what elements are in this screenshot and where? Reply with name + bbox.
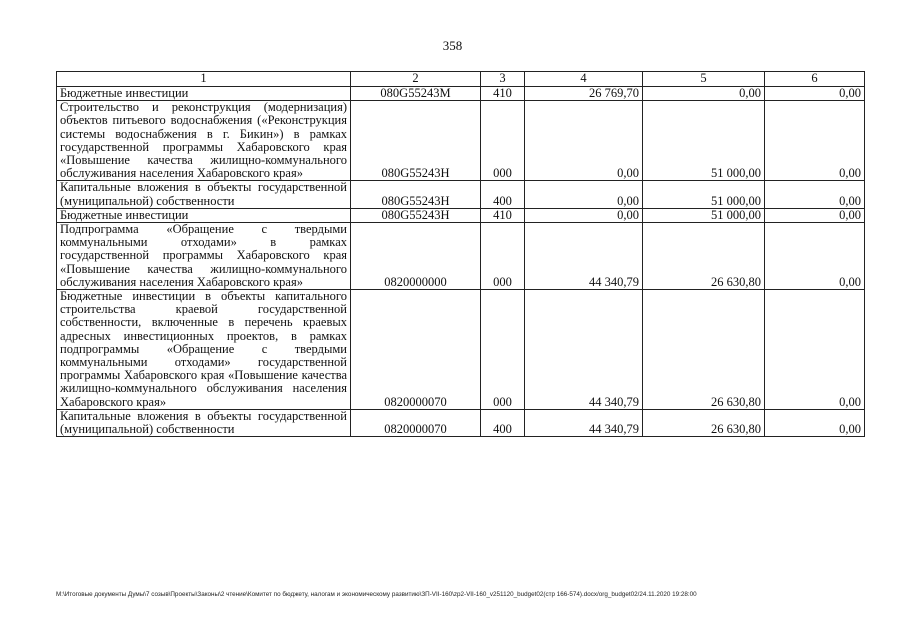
item-name: Капитальные вложения в объекты государственной (муниципальной) собственности <box>57 409 351 436</box>
column-header: 6 <box>765 72 865 87</box>
table-row <box>57 181 865 208</box>
item-name: Подпрограмма «Обращение с твердыми коммунальными отходами» в рамках государственной программы Хабаровского края «Повышение качества жилищно-коммунального обслуживания населения Хабаровского края» <box>57 223 351 290</box>
amount-col6: 0,00 <box>765 208 865 222</box>
amount-col6: 0,00 <box>765 181 865 208</box>
amount-col5: 0,00 <box>643 87 765 101</box>
expense-type: 000 <box>481 223 525 290</box>
column-header: 5 <box>643 72 765 87</box>
amount-col6: 0,00 <box>765 101 865 181</box>
expense-type: 400 <box>481 181 525 208</box>
amount-col5: 26 630,80 <box>643 290 765 410</box>
item-name: Бюджетные инвестиции <box>57 208 351 222</box>
amount-col4: 44 340,79 <box>525 409 643 436</box>
amount-col6: 0,00 <box>765 223 865 290</box>
target-code: 0820000070 <box>351 409 481 436</box>
item-name: Бюджетные инвестиции в объекты капитального строительства краевой государственной собственности, включенные в перечень краевых адресных инвестиционных проектов, в рамках подпрограммы «Обращение с твердыми коммунальными отходами» государственной программы Хабаровского края «Повышение качества жилищно-коммунального обслуживания населения Хабаровского края» <box>57 290 351 410</box>
table-row <box>57 87 865 101</box>
table-row <box>57 290 865 410</box>
expense-type: 410 <box>481 87 525 101</box>
table-row <box>57 101 865 181</box>
expense-type: 410 <box>481 208 525 222</box>
expense-type: 400 <box>481 409 525 436</box>
expense-type: 000 <box>481 290 525 410</box>
target-code: 080G55243H <box>351 101 481 181</box>
amount-col4: 0,00 <box>525 181 643 208</box>
amount-col4: 26 769,70 <box>525 87 643 101</box>
column-header: 1 <box>57 72 351 87</box>
expense-type: 000 <box>481 101 525 181</box>
amount-col5: 51 000,00 <box>643 208 765 222</box>
amount-col6: 0,00 <box>765 290 865 410</box>
table-row <box>57 208 865 222</box>
page-number: 358 <box>442 38 463 53</box>
amount-col5: 26 630,80 <box>643 409 765 436</box>
amount-col5: 26 630,80 <box>643 223 765 290</box>
amount-col6: 0,00 <box>765 87 865 101</box>
target-code: 0820000000 <box>351 223 481 290</box>
amount-col4: 0,00 <box>525 101 643 181</box>
amount-col6: 0,00 <box>765 409 865 436</box>
column-header: 4 <box>525 72 643 87</box>
column-header: 2 <box>351 72 481 87</box>
target-code: 080G55243H <box>351 208 481 222</box>
amount-col5: 51 000,00 <box>643 181 765 208</box>
table-row <box>57 409 865 436</box>
column-header: 3 <box>481 72 525 87</box>
item-name: Капитальные вложения в объекты государственной (муниципальной) собственности <box>57 181 351 208</box>
item-name: Строительство и реконструкция (модернизация) объектов питьевого водоснабжения («Реконструкция системы водоснабжения в г. Бикин») в рамках государственной программы Хабаровского края «Повышение качества жилищно-коммунального обслуживания населения Хабаровского края» <box>57 101 351 181</box>
amount-col4: 44 340,79 <box>525 290 643 410</box>
target-code: 080G55243H <box>351 181 481 208</box>
amount-col4: 0,00 <box>525 208 643 222</box>
target-code: 0820000070 <box>351 290 481 410</box>
amount-col5: 51 000,00 <box>643 101 765 181</box>
item-name: Бюджетные инвестиции <box>57 87 351 101</box>
amount-col4: 44 340,79 <box>525 223 643 290</box>
budget-table <box>56 71 865 437</box>
table-row <box>57 223 865 290</box>
document-path-footer: M:\Итоговые документы Думы\7 созыв\Проекты\Законы\2 чтение\Комитет по бюджету, налогам и экономическому развитию\ЗП-VII-160\zp2-VII-160_v251120_budget02(стр 166-574).docx/org_budget02/24.11.2020 19:28:00 <box>56 591 697 598</box>
table-header-row <box>57 72 865 87</box>
target-code: 080G55243M <box>351 87 481 101</box>
